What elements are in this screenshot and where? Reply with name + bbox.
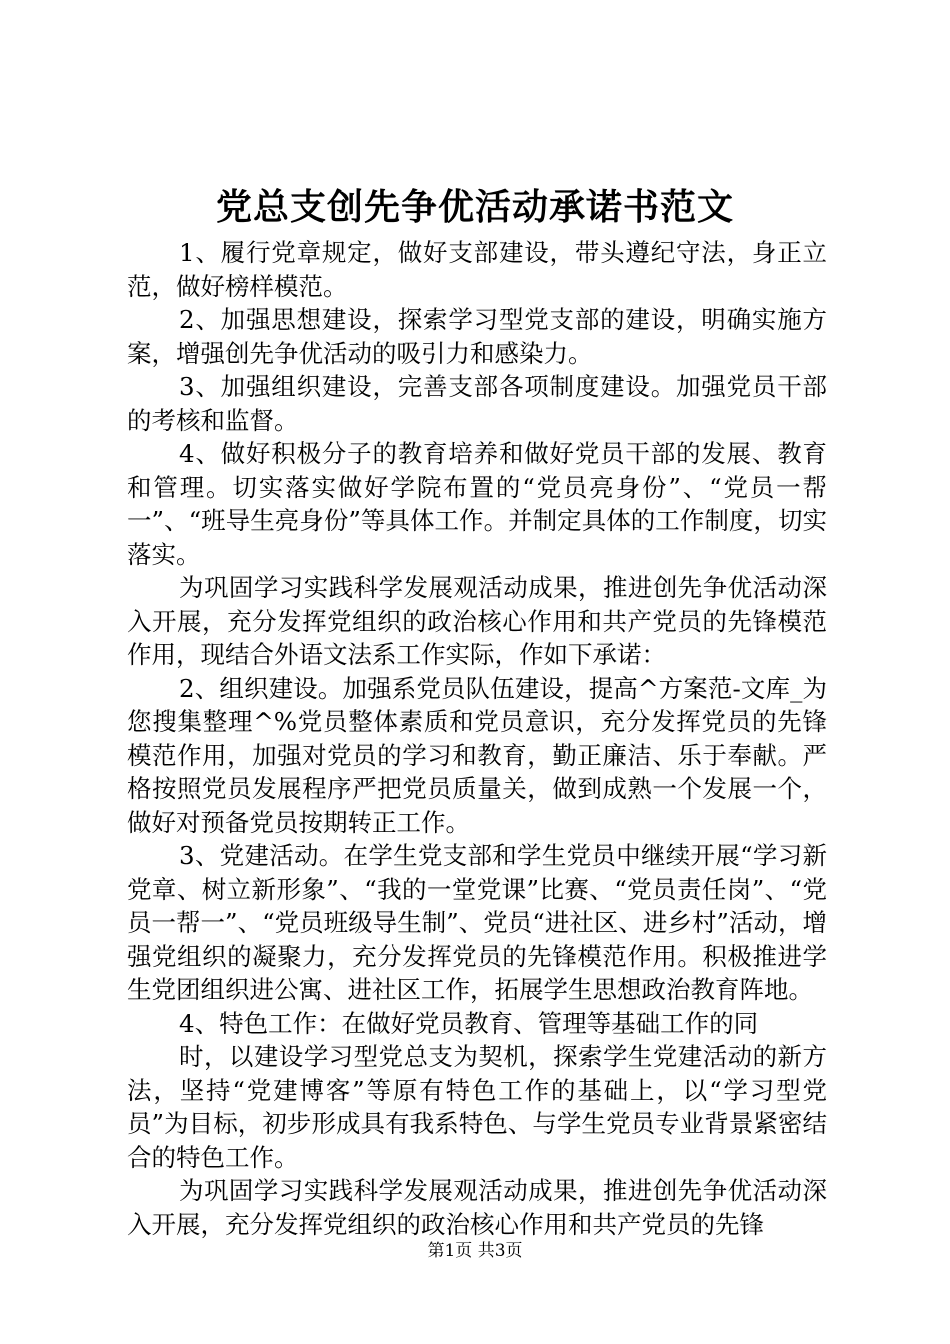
paragraph: 4、特色工作：在做好党员教育、管理等基础工作的同 [179, 1008, 759, 1038]
paragraph: 3、加强组织建设，完善支部各项制度建设。加强党员干部的考核和监督。 [127, 372, 827, 435]
paragraph: 4、做好积极分子的教育培养和做好党员干部的发展、教育和管理。切实落实做好学院布置的“党员亮身份”、“党员一帮一”、“班导生亮身份”等具体工作。并制定具体的工作制度，切实落实。 [127, 439, 827, 569]
document-title: 党总支创先争优活动承诺书范文 [215, 186, 734, 228]
paragraph: 为巩固学习实践科学发展观活动成果，推进创先争优活动深入开展，充分发挥党组织的政治核心作用和共产党员的先锋模范作用，现结合外语文法系工作实际，作如下承诺： [127, 573, 827, 669]
document-body [127, 236, 827, 1241]
paragraph: 2、组织建设。加强系党员队伍建设，提高^方案范-文库_为您搜集整理^%党员整体素质和党员意识，充分发挥党员的先锋模范作用，加强对党员的学习和教育，勤正廉洁、乐于奉献。严格按照党员发展程序严把党员质量关，做到成熟一个发展一个，做好对预备党员按期转正工作。 [127, 673, 827, 837]
paragraph: 3、党建活动。在学生党支部和学生党员中继续开展“学习新党章、树立新形象”、“我的一堂党课”比赛、“党员责任岗”、“党员一帮一”、“党员班级导生制”、党员“进社区、进乡村”活动，增强党组织的凝聚力，充分发挥党员的先锋模范作用。积极推进学生党团组织进公寓、进社区工作，拓展学生思想政治教育阵地。 [127, 841, 827, 1004]
paragraph: 1、履行党章规定，做好支部建设，带头遵纪守法，身正立范，做好榜样模范。 [127, 238, 827, 301]
paragraph: 2、加强思想建设，探索学习型党支部的建设，明确实施方案，增强创先争优活动的吸引力和感染力。 [127, 305, 827, 368]
paragraph: 时，以建设学习型党总支为契机，探索学生党建活动的新方法，坚持“党建博客”等原有特色工作的基础上，以“学习型党员”为目标，初步形成具有我系特色、与学生党员专业背景紧密结合的特色工作。 [127, 1042, 827, 1172]
page-number-footer: 第1页 共3页 [427, 1241, 523, 1261]
paragraph: 为巩固学习实践科学发展观活动成果，推进创先争优活动深入开展，充分发挥党组织的政治核心作用和共产党员的先锋 [127, 1176, 827, 1239]
